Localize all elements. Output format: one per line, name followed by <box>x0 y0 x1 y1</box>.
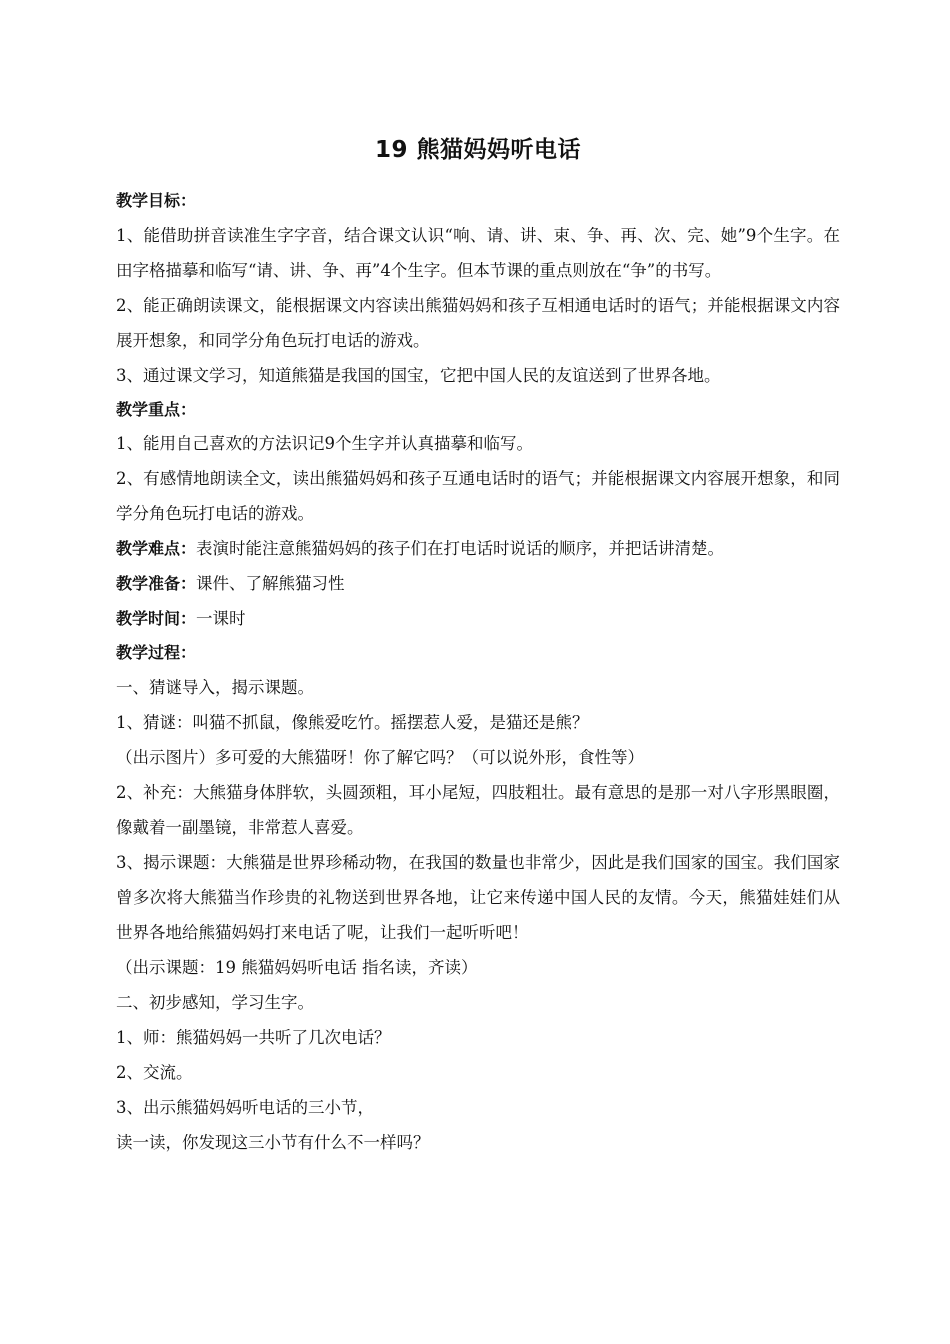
process-line: （出示图片）多可爱的大熊猫呀！你了解它吗？（可以说外形，食性等） <box>116 747 644 767</box>
process-line: 二、初步感知，学习生字。 <box>116 992 314 1012</box>
document-page <box>116 130 840 1160</box>
section-heading: 教学准备： <box>116 574 197 594</box>
section-heading: 教学重点： <box>116 399 197 419</box>
goals-heading <box>116 184 840 218</box>
process-line: 3、出示熊猫妈妈听电话的三小节， <box>116 1097 374 1117</box>
key-point-item-1: 1、能用自己喜欢的方法识记9个生字并认真描摹和临写。 <box>116 434 533 454</box>
process-line: （出示课题：19 熊猫妈妈听电话 指名读，齐读） <box>116 957 478 977</box>
preparation-text: 课件、了解熊猫习性 <box>196 574 345 594</box>
key-points-heading <box>116 393 840 427</box>
section-heading: 教学难点： <box>116 539 197 559</box>
time-text: 一课时 <box>196 609 246 629</box>
section-heading: 教学过程： <box>116 643 197 663</box>
goal-item-2: 2、能正确朗读课文，能根据课文内容读出熊猫妈妈和孩子互相通电话时的语气；并能根据课文内容展开想象，和同学分角色玩打电话的游戏。 <box>116 295 840 350</box>
process-line: 2、交流。 <box>116 1062 193 1082</box>
difficulty-line <box>116 531 840 566</box>
time-line <box>116 601 840 636</box>
process-line: 1、师：熊猫妈妈一共听了几次电话？ <box>116 1027 391 1047</box>
process-line: 2、补充：大熊猫身体胖软，头圆颈粗，耳小尾短，四肢粗壮。最有意思的是那一对八字形黑眼圈，像戴着一副墨镜，非常惹人喜爱。 <box>116 782 840 837</box>
goal-item-1: 1、能借助拼音读准生字字音，结合课文认识“响、请、讲、束、争、再、次、完、她”9个生字。在田字格描摹和临写“请、讲、争、再”4个生字。但本节课的重点则放在“争”的书写。 <box>116 225 840 280</box>
process-line: 读一读，你发现这三小节有什么不一样吗？ <box>116 1132 430 1152</box>
process-heading <box>116 636 840 670</box>
process-line: 1、猜谜：叫猫不抓鼠，像熊爱吃竹。摇摆惹人爱，是猫还是熊？ <box>116 712 589 732</box>
process-line: 一、猜谜导入，揭示课题。 <box>116 677 314 697</box>
section-heading: 教学目标： <box>116 191 197 210</box>
section-heading: 教学时间： <box>116 609 197 629</box>
page-title: 19 熊猫妈妈听电话 <box>374 137 581 163</box>
preparation-line <box>116 566 840 601</box>
key-point-item-2: 2、有感情地朗读全文，读出熊猫妈妈和孩子互通电话时的语气；并能根据课文内容展开想象，和同学分角色玩打电话的游戏。 <box>116 469 840 524</box>
difficulty-text: 表演时能注意熊猫妈妈的孩子们在打电话时说话的顺序，并把话讲清楚。 <box>196 539 725 559</box>
process-line: 3、揭示课题：大熊猫是世界珍稀动物，在我国的数量也非常少，因此是我们国家的国宝。我们国家曾多次将大熊猫当作珍贵的礼物送到世界各地，让它来传递中国人民的友情。今天，熊猫娃娃们从世界各地给熊猫妈妈打来电话了呢，让我们一起听听吧！ <box>116 852 840 942</box>
goal-item-3: 3、通过课文学习，知道熊猫是我国的国宝，它把中国人民的友谊送到了世界各地。 <box>116 365 721 385</box>
